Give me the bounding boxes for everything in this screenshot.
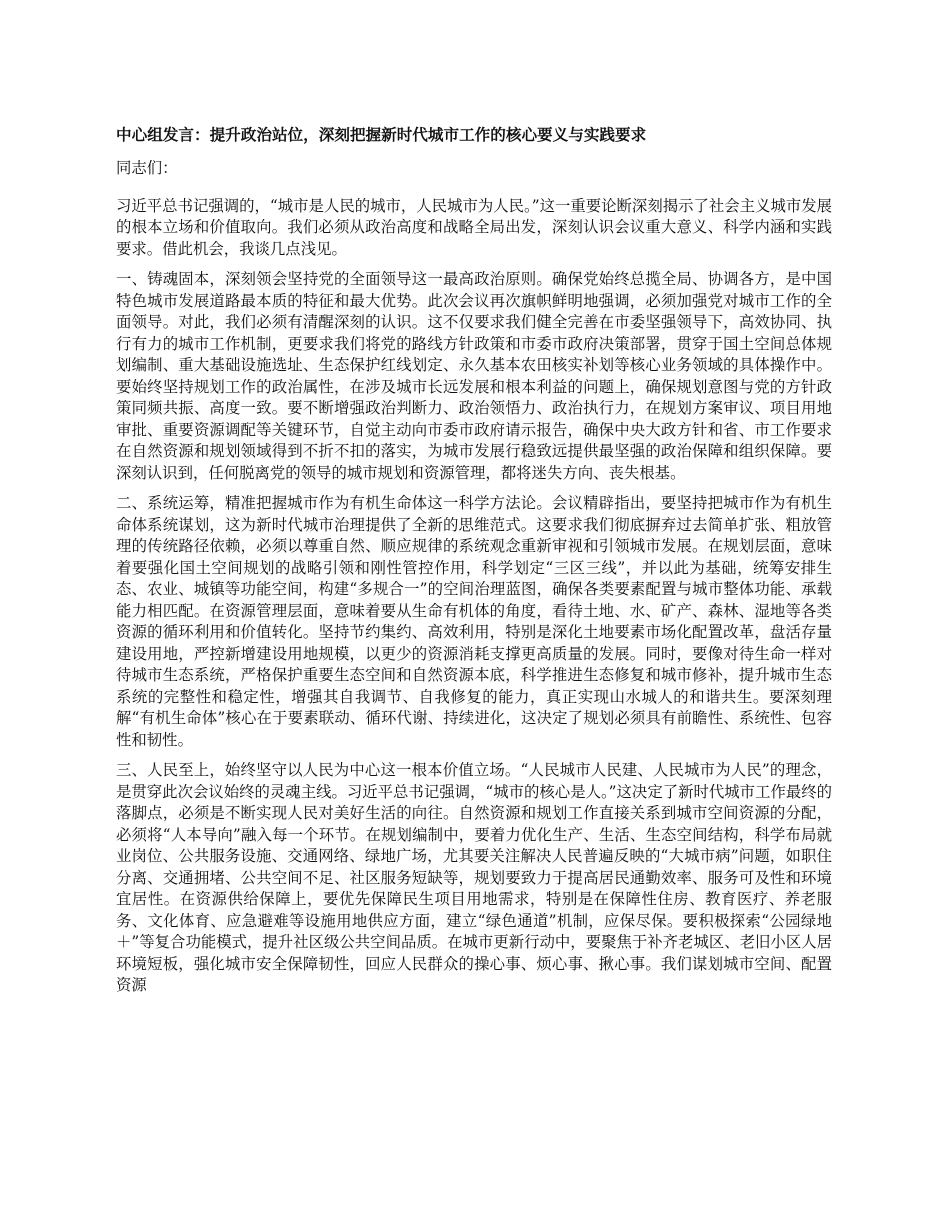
document-title: 中心组发言：提升政治站位，深刻把握新时代城市工作的核心要义与实践要求 [116,126,647,144]
paragraph-section-3: 三、人民至上，始终坚守以人民为中心这一根本价值立场。“人民城市人民建、人民城市为人民”的理念，是贯穿此次会议始终的灵魂主线。习近平总书记强调，“城市的核心是人。”这决定了新时代城市工作最终的落脚点，必须是不断实现人民对美好生活的向往。自然资源和规划工作直接关系到城市空间资源的分配，必须将“人本导向”融入每一个环节。在规划编制中，要着力优化生产、生活、生态空间结构，科学布局就业岗位、公共服务设施、交通网络、绿地广场，尤其要关注解决人民普遍反映的“大城市病”问题，如职住分离、交通拥堵、公共空间不足、社区服务短缺等，规划要致力于提高居民通勤效率、服务可及性和环境宜居性。在资源供给保障上，要优先保障民生项目用地需求，特别是在保障性住房、教育医疗、养老服务、文化体育、应急避难等设施用地供应方面，建立“绿色通道”机制，应保尽保。要积极探索“公园绿地＋”等复合功能模式，提升社区级公共空间品质。在城市更新行动中，要聚焦于补齐老城区、老旧小区人居环境短板，强化城市安全保障韧性，回应人民群众的操心事、烦心事、揪心事。我们谋划城市空间、配置资源 [116,761,833,994]
greeting: 同志们： [116,159,178,177]
paragraph-intro: 习近平总书记强调的，“城市是人民的城市，人民城市为人民。”这一重要论断深刻揭示了社会主义城市发展的根本立场和价值取向。我们必须从政治高度和战略全局出发，深刻认识会议重大意义、科学内涵和实践要求。借此机会，我谈几点浅见。 [116,196,833,258]
paragraph-section-1: 一、铸魂固本，深刻领会坚持党的全面领导这一最高政治原则。确保党始终总揽全局、协调各方，是中国特色城市发展道路最本质的特征和最大优势。此次会议再次旗帜鲜明地强调，必须加强党对城市工作的全面领导。对此，我们必须有清醒深刻的认识。这不仅要求我们健全完善在市委坚强领导下，高效协同、执行有力的城市工作机制，更要求我们将党的路线方针政策和市委市政府决策部署，贯穿于国土空间总体规划编制、重大基础设施选址、生态保护红线划定、永久基本农田核实补划等核心业务领域的具体操作中。要始终坚持规划工作的政治属性，在涉及城市长远发展和根本利益的问题上，确保规划意图与党的方针政策同频共振、高度一致。要不断增强政治判断力、政治领悟力、政治执行力，在规划方案审议、项目用地审批、重要资源调配等关键环节，自觉主动向市委市政府请示报告，确保中央大政方针和省、市工作要求在自然资源和规划领域得到不折不扣的落实，为城市发展行稳致远提供最坚强的政治保障和组织保障。要深刻认识到，任何脱离党的领导的城市规划和资源管理，都将迷失方向、丧失根基。 [116,270,832,482]
paragraph-section-2: 二、系统运筹，精准把握城市作为有机生命体这一科学方法论。会议精辟指出，要坚持把城市作为有机生命体系统谋划，这为新时代城市治理提供了全新的思维范式。这要求我们彻底摒弃过去简单扩张、粗放管理的传统路径依赖，必须以尊重自然、顺应规律的系统观念重新审视和引领城市发展。在规划层面，意味着要强化国土空间规划的战略引领和刚性管控作用，科学划定“三区三线”，并以此为基础，统筹安排生态、农业、城镇等功能空间，构建“多规合一”的空间治理蓝图，确保各类要素配置与城市整体功能、承载能力相匹配。在资源管理层面，意味着要从生命有机体的角度，看待土地、水、矿产、森林、湿地等各类资源的循环利用和价值转化。坚持节约集约、高效利用，特别是深化土地要素市场化配置改革，盘活存量建设用地，严控新增建设用地规模，以更少的资源消耗支撑更高质量的发展。同时，要像对待生命一样对待城市生态系统，严格保护重要生态空间和自然资源本底，科学推进生态修复和城市修补，提升城市生态系统的完整性和稳定性，增强其自我调节、自我修复的能力，真正实现山水城人的和谐共生。要深刻理解“有机生命体”核心在于要素联动、循环代谢、持续进化，这决定了规划必须具有前瞻性、系统性、包容性和韧性。 [116,494,832,749]
document-page [116,124,832,1006]
